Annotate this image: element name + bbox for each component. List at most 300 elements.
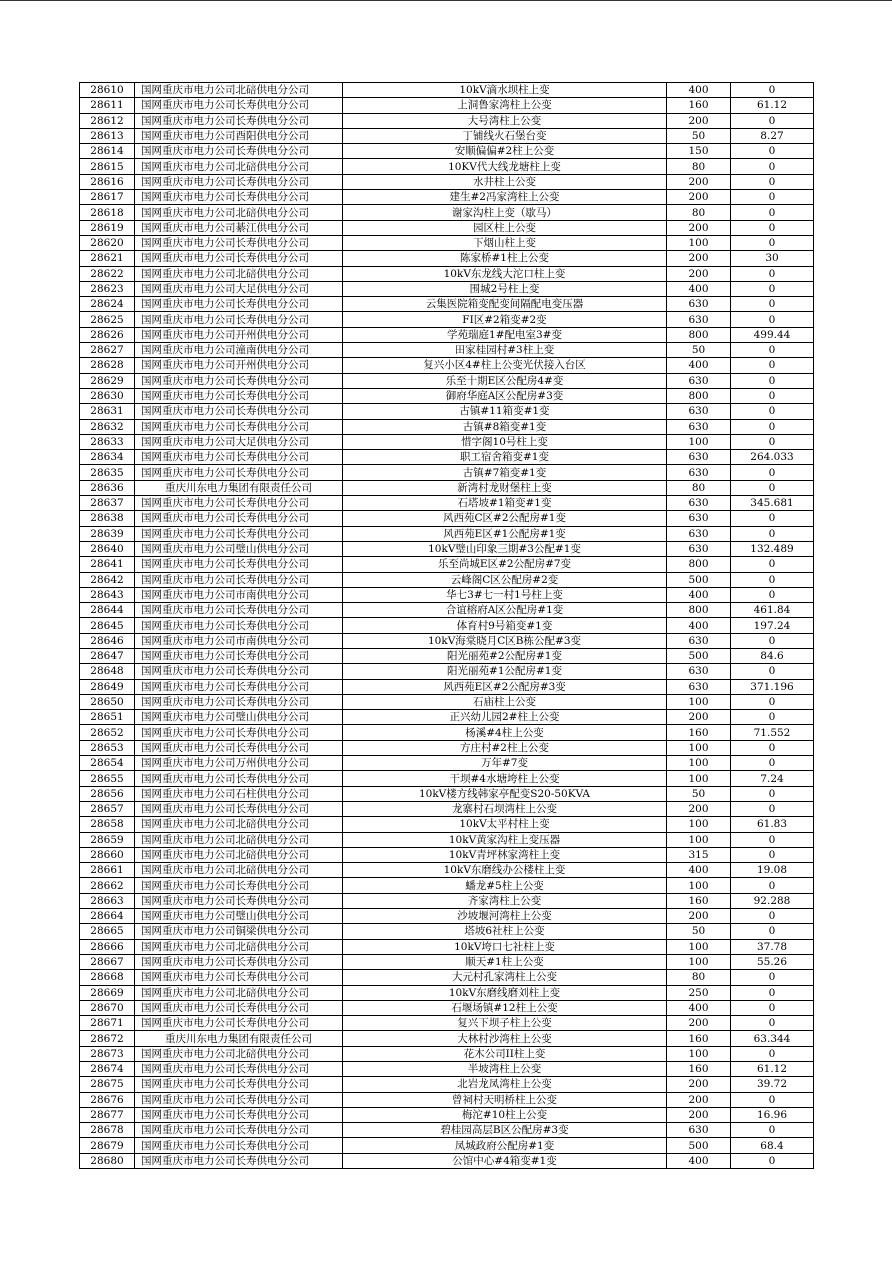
cell-row-id: 28622 bbox=[80, 266, 135, 281]
cell-capacity: 160 bbox=[667, 725, 731, 740]
cell-capacity: 200 bbox=[667, 174, 731, 189]
cell-row-id: 28641 bbox=[80, 557, 135, 572]
cell-company: 国网重庆市电力公司长寿供电分公司 bbox=[135, 740, 343, 755]
cell-available-capacity: 0 bbox=[731, 526, 814, 541]
cell-row-id: 28667 bbox=[80, 954, 135, 969]
cell-station-name: 正兴幼儿园2#柱上公变 bbox=[343, 710, 667, 725]
table-row bbox=[80, 863, 814, 878]
cell-company: 国网重庆市电力公司市南供电分公司 bbox=[135, 587, 343, 602]
cell-capacity: 630 bbox=[667, 511, 731, 526]
cell-station-name: 10kV黄家沟柱上变压器 bbox=[343, 832, 667, 847]
cell-company: 国网重庆市电力公司石柱供电分公司 bbox=[135, 786, 343, 801]
cell-station-name: 园区柱上公变 bbox=[343, 220, 667, 235]
cell-available-capacity: 0 bbox=[731, 266, 814, 281]
cell-company: 国网重庆市电力公司市南供电分公司 bbox=[135, 633, 343, 648]
cell-row-id: 28661 bbox=[80, 863, 135, 878]
table-row bbox=[80, 1000, 814, 1015]
cell-company: 国网重庆市电力公司酉阳供电分公司 bbox=[135, 128, 343, 143]
table-row bbox=[80, 128, 814, 143]
cell-capacity: 500 bbox=[667, 572, 731, 587]
table-row bbox=[80, 144, 814, 159]
cell-row-id: 28651 bbox=[80, 710, 135, 725]
cell-company: 国网重庆市电力公司北碚供电分公司 bbox=[135, 832, 343, 847]
table-row bbox=[80, 1092, 814, 1107]
cell-row-id: 28636 bbox=[80, 480, 135, 495]
cell-available-capacity: 8.27 bbox=[731, 128, 814, 143]
cell-available-capacity: 0 bbox=[731, 465, 814, 480]
cell-row-id: 28650 bbox=[80, 694, 135, 709]
cell-row-id: 28630 bbox=[80, 388, 135, 403]
table-row bbox=[80, 648, 814, 663]
cell-available-capacity: 0 bbox=[731, 664, 814, 679]
table-row bbox=[80, 526, 814, 541]
cell-row-id: 28680 bbox=[80, 1153, 135, 1168]
cell-station-name: 10kV垮口七社柱上变 bbox=[343, 939, 667, 954]
cell-company: 国网重庆市电力公司北碚供电分公司 bbox=[135, 939, 343, 954]
cell-company: 国网重庆市电力公司长寿供电分公司 bbox=[135, 801, 343, 816]
cell-company: 国网重庆市电力公司长寿供电分公司 bbox=[135, 511, 343, 526]
cell-company: 国网重庆市电力公司长寿供电分公司 bbox=[135, 98, 343, 113]
cell-available-capacity: 0 bbox=[731, 970, 814, 985]
cell-station-name: 复兴下坝子柱上公变 bbox=[343, 1016, 667, 1031]
table-row bbox=[80, 909, 814, 924]
cell-capacity: 800 bbox=[667, 603, 731, 618]
cell-capacity: 100 bbox=[667, 694, 731, 709]
cell-capacity: 500 bbox=[667, 648, 731, 663]
cell-row-id: 28614 bbox=[80, 144, 135, 159]
cell-row-id: 28646 bbox=[80, 633, 135, 648]
cell-company: 国网重庆市电力公司北碚供电分公司 bbox=[135, 1046, 343, 1061]
cell-company: 国网重庆市电力公司璧山供电分公司 bbox=[135, 710, 343, 725]
cell-row-id: 28676 bbox=[80, 1092, 135, 1107]
cell-capacity: 100 bbox=[667, 235, 731, 250]
table-row bbox=[80, 847, 814, 862]
cell-available-capacity: 0 bbox=[731, 343, 814, 358]
table-row bbox=[80, 756, 814, 771]
cell-capacity: 630 bbox=[667, 450, 731, 465]
cell-row-id: 28666 bbox=[80, 939, 135, 954]
cell-available-capacity: 0 bbox=[731, 1153, 814, 1168]
cell-available-capacity: 0 bbox=[731, 587, 814, 602]
cell-capacity: 200 bbox=[667, 801, 731, 816]
cell-available-capacity: 68.4 bbox=[731, 1138, 814, 1153]
cell-row-id: 28663 bbox=[80, 893, 135, 908]
table-row bbox=[80, 541, 814, 556]
cell-available-capacity: 345.681 bbox=[731, 496, 814, 511]
cell-capacity: 630 bbox=[667, 541, 731, 556]
table-row bbox=[80, 220, 814, 235]
cell-capacity: 630 bbox=[667, 679, 731, 694]
cell-station-name: 古镇#11箱变#1变 bbox=[343, 404, 667, 419]
cell-station-name: 万年#7变 bbox=[343, 756, 667, 771]
cell-available-capacity: 0 bbox=[731, 924, 814, 939]
cell-company: 国网重庆市电力公司长寿供电分公司 bbox=[135, 1016, 343, 1031]
cell-available-capacity: 0 bbox=[731, 832, 814, 847]
cell-company: 国网重庆市电力公司綦江供电分公司 bbox=[135, 220, 343, 235]
cell-capacity: 80 bbox=[667, 480, 731, 495]
cell-available-capacity: 0 bbox=[731, 1000, 814, 1015]
table-row bbox=[80, 190, 814, 205]
cell-company: 国网重庆市电力公司开州供电分公司 bbox=[135, 327, 343, 342]
cell-capacity: 160 bbox=[667, 1062, 731, 1077]
cell-row-id: 28626 bbox=[80, 327, 135, 342]
cell-row-id: 28657 bbox=[80, 801, 135, 816]
cell-station-name: 建生#2冯家湾柱上公变 bbox=[343, 190, 667, 205]
cell-capacity: 400 bbox=[667, 358, 731, 373]
cell-row-id: 28673 bbox=[80, 1046, 135, 1061]
cell-capacity: 200 bbox=[667, 1016, 731, 1031]
cell-capacity: 100 bbox=[667, 1046, 731, 1061]
cell-station-name: 10kV滴水坝柱上变 bbox=[343, 83, 667, 98]
cell-station-name: 10kV青坪林家湾柱上变 bbox=[343, 847, 667, 862]
cell-available-capacity: 0 bbox=[731, 847, 814, 862]
top-border-line bbox=[0, 0, 892, 1]
cell-available-capacity: 0 bbox=[731, 710, 814, 725]
cell-station-name: 北岩龙凤湾柱上公变 bbox=[343, 1077, 667, 1092]
cell-row-id: 28637 bbox=[80, 496, 135, 511]
table-row bbox=[80, 633, 814, 648]
cell-company: 国网重庆市电力公司长寿供电分公司 bbox=[135, 388, 343, 403]
cell-company: 国网重庆市电力公司北碚供电分公司 bbox=[135, 266, 343, 281]
cell-company: 国网重庆市电力公司北碚供电分公司 bbox=[135, 847, 343, 862]
cell-row-id: 28625 bbox=[80, 312, 135, 327]
cell-capacity: 400 bbox=[667, 83, 731, 98]
cell-station-name: 干坝#4水塘垮柱上公变 bbox=[343, 771, 667, 786]
cell-available-capacity: 264.033 bbox=[731, 450, 814, 465]
cell-available-capacity: 499.44 bbox=[731, 327, 814, 342]
table-row bbox=[80, 388, 814, 403]
cell-station-name: 风西苑C区#2公配房#1变 bbox=[343, 511, 667, 526]
table-row bbox=[80, 205, 814, 220]
cell-available-capacity: 0 bbox=[731, 557, 814, 572]
cell-capacity: 160 bbox=[667, 893, 731, 908]
cell-available-capacity: 0 bbox=[731, 786, 814, 801]
cell-capacity: 800 bbox=[667, 327, 731, 342]
cell-capacity: 50 bbox=[667, 128, 731, 143]
capacity-table bbox=[79, 82, 814, 1169]
cell-available-capacity: 55.26 bbox=[731, 954, 814, 969]
cell-station-name: 石塔坡#1箱变#1变 bbox=[343, 496, 667, 511]
cell-available-capacity: 7.24 bbox=[731, 771, 814, 786]
cell-company: 国网重庆市电力公司长寿供电分公司 bbox=[135, 572, 343, 587]
cell-capacity: 80 bbox=[667, 970, 731, 985]
cell-capacity: 100 bbox=[667, 740, 731, 755]
cell-capacity: 200 bbox=[667, 1107, 731, 1122]
cell-available-capacity: 0 bbox=[731, 83, 814, 98]
cell-station-name: 碧桂园高层B区公配房#3变 bbox=[343, 1123, 667, 1138]
cell-station-name: 10kV东龙线大沱口柱上变 bbox=[343, 266, 667, 281]
cell-company: 重庆川东电力集团有限责任公司 bbox=[135, 1031, 343, 1046]
cell-row-id: 28668 bbox=[80, 970, 135, 985]
cell-available-capacity: 0 bbox=[731, 756, 814, 771]
cell-available-capacity: 0 bbox=[731, 220, 814, 235]
table-row bbox=[80, 297, 814, 312]
cell-capacity: 80 bbox=[667, 205, 731, 220]
cell-capacity: 400 bbox=[667, 1153, 731, 1168]
cell-capacity: 200 bbox=[667, 909, 731, 924]
cell-station-name: 顺天#1柱上公变 bbox=[343, 954, 667, 969]
cell-available-capacity: 132.489 bbox=[731, 541, 814, 556]
cell-company: 国网重庆市电力公司长寿供电分公司 bbox=[135, 419, 343, 434]
cell-company: 重庆川东电力集团有限责任公司 bbox=[135, 480, 343, 495]
cell-row-id: 28629 bbox=[80, 373, 135, 388]
table-row bbox=[80, 281, 814, 296]
cell-available-capacity: 0 bbox=[731, 281, 814, 296]
cell-capacity: 200 bbox=[667, 190, 731, 205]
cell-station-name: 水井柱上公变 bbox=[343, 174, 667, 189]
cell-capacity: 630 bbox=[667, 404, 731, 419]
cell-capacity: 800 bbox=[667, 557, 731, 572]
cell-row-id: 28619 bbox=[80, 220, 135, 235]
table-row bbox=[80, 801, 814, 816]
cell-row-id: 28615 bbox=[80, 159, 135, 174]
cell-station-name: 风西苑E区#1公配房#1变 bbox=[343, 526, 667, 541]
cell-row-id: 28621 bbox=[80, 251, 135, 266]
cell-station-name: 龙寨村石坝湾柱上公变 bbox=[343, 801, 667, 816]
cell-capacity: 630 bbox=[667, 633, 731, 648]
cell-capacity: 630 bbox=[667, 1123, 731, 1138]
cell-row-id: 28672 bbox=[80, 1031, 135, 1046]
cell-available-capacity: 0 bbox=[731, 740, 814, 755]
cell-row-id: 28660 bbox=[80, 847, 135, 862]
cell-available-capacity: 0 bbox=[731, 113, 814, 128]
table-row bbox=[80, 98, 814, 113]
cell-available-capacity: 0 bbox=[731, 572, 814, 587]
cell-row-id: 28611 bbox=[80, 98, 135, 113]
cell-row-id: 28674 bbox=[80, 1062, 135, 1077]
cell-company: 国网重庆市电力公司长寿供电分公司 bbox=[135, 404, 343, 419]
cell-available-capacity: 0 bbox=[731, 159, 814, 174]
cell-station-name: 蟠龙#5柱上公变 bbox=[343, 878, 667, 893]
cell-company: 国网重庆市电力公司长寿供电分公司 bbox=[135, 144, 343, 159]
cell-available-capacity: 71.552 bbox=[731, 725, 814, 740]
cell-capacity: 630 bbox=[667, 297, 731, 312]
cell-capacity: 400 bbox=[667, 863, 731, 878]
table-row bbox=[80, 893, 814, 908]
table-row bbox=[80, 771, 814, 786]
cell-company: 国网重庆市电力公司长寿供电分公司 bbox=[135, 648, 343, 663]
table-row bbox=[80, 113, 814, 128]
cell-company: 国网重庆市电力公司北碚供电分公司 bbox=[135, 985, 343, 1000]
cell-capacity: 100 bbox=[667, 878, 731, 893]
cell-available-capacity: 63.344 bbox=[731, 1031, 814, 1046]
cell-company: 国网重庆市电力公司大足供电分公司 bbox=[135, 434, 343, 449]
table-row bbox=[80, 786, 814, 801]
cell-available-capacity: 0 bbox=[731, 480, 814, 495]
cell-station-name: 体育村9号箱变#1变 bbox=[343, 618, 667, 633]
cell-company: 国网重庆市电力公司长寿供电分公司 bbox=[135, 725, 343, 740]
cell-company: 国网重庆市电力公司长寿供电分公司 bbox=[135, 113, 343, 128]
cell-row-id: 28662 bbox=[80, 878, 135, 893]
cell-company: 国网重庆市电力公司长寿供电分公司 bbox=[135, 1123, 343, 1138]
cell-row-id: 28618 bbox=[80, 205, 135, 220]
cell-row-id: 28628 bbox=[80, 358, 135, 373]
cell-row-id: 28659 bbox=[80, 832, 135, 847]
cell-station-name: 方庄村#2柱上公变 bbox=[343, 740, 667, 755]
cell-row-id: 28642 bbox=[80, 572, 135, 587]
cell-available-capacity: 0 bbox=[731, 205, 814, 220]
cell-row-id: 28623 bbox=[80, 281, 135, 296]
cell-row-id: 28654 bbox=[80, 756, 135, 771]
cell-station-name: 10kV东磨线办公楼柱上变 bbox=[343, 863, 667, 878]
cell-row-id: 28644 bbox=[80, 603, 135, 618]
cell-row-id: 28677 bbox=[80, 1107, 135, 1122]
table-row bbox=[80, 1153, 814, 1168]
cell-company: 国网重庆市电力公司长寿供电分公司 bbox=[135, 1138, 343, 1153]
table-row bbox=[80, 694, 814, 709]
cell-row-id: 28679 bbox=[80, 1138, 135, 1153]
cell-available-capacity: 0 bbox=[731, 801, 814, 816]
cell-available-capacity: 0 bbox=[731, 358, 814, 373]
cell-station-name: 御府华庭A区公配房#3变 bbox=[343, 388, 667, 403]
cell-company: 国网重庆市电力公司璧山供电分公司 bbox=[135, 909, 343, 924]
cell-available-capacity: 0 bbox=[731, 312, 814, 327]
cell-station-name: 华七3#七一村1号柱上变 bbox=[343, 587, 667, 602]
cell-available-capacity: 0 bbox=[731, 1092, 814, 1107]
table-row bbox=[80, 939, 814, 954]
table-row bbox=[80, 327, 814, 342]
cell-capacity: 200 bbox=[667, 220, 731, 235]
cell-available-capacity: 37.78 bbox=[731, 939, 814, 954]
cell-station-name: 云峰阁C区公配房#2变 bbox=[343, 572, 667, 587]
cell-station-name: 大元村孔家湾柱上公变 bbox=[343, 970, 667, 985]
cell-capacity: 150 bbox=[667, 144, 731, 159]
cell-capacity: 160 bbox=[667, 1031, 731, 1046]
table-row bbox=[80, 358, 814, 373]
table-row bbox=[80, 174, 814, 189]
cell-station-name: 安顺偏偏#2柱上公变 bbox=[343, 144, 667, 159]
cell-company: 国网重庆市电力公司长寿供电分公司 bbox=[135, 496, 343, 511]
cell-row-id: 28649 bbox=[80, 679, 135, 694]
cell-row-id: 28665 bbox=[80, 924, 135, 939]
cell-available-capacity: 0 bbox=[731, 511, 814, 526]
cell-company: 国网重庆市电力公司璧山供电分公司 bbox=[135, 541, 343, 556]
cell-company: 国网重庆市电力公司长寿供电分公司 bbox=[135, 878, 343, 893]
table-row bbox=[80, 954, 814, 969]
table-row bbox=[80, 1031, 814, 1046]
cell-company: 国网重庆市电力公司长寿供电分公司 bbox=[135, 526, 343, 541]
cell-capacity: 100 bbox=[667, 832, 731, 847]
cell-available-capacity: 0 bbox=[731, 878, 814, 893]
cell-station-name: 谢家沟柱上变（歇马） bbox=[343, 205, 667, 220]
cell-capacity: 200 bbox=[667, 1092, 731, 1107]
cell-available-capacity: 0 bbox=[731, 388, 814, 403]
cell-capacity: 200 bbox=[667, 251, 731, 266]
cell-capacity: 400 bbox=[667, 1000, 731, 1015]
cell-station-name: 乐至十期E区公配房4#变 bbox=[343, 373, 667, 388]
cell-capacity: 80 bbox=[667, 159, 731, 174]
cell-company: 国网重庆市电力公司北碚供电分公司 bbox=[135, 817, 343, 832]
cell-company: 国网重庆市电力公司长寿供电分公司 bbox=[135, 679, 343, 694]
cell-company: 国网重庆市电力公司长寿供电分公司 bbox=[135, 174, 343, 189]
cell-row-id: 28620 bbox=[80, 235, 135, 250]
table-row bbox=[80, 572, 814, 587]
table-row bbox=[80, 343, 814, 358]
cell-capacity: 400 bbox=[667, 618, 731, 633]
cell-company: 国网重庆市电力公司长寿供电分公司 bbox=[135, 1062, 343, 1077]
table-row bbox=[80, 664, 814, 679]
cell-company: 国网重庆市电力公司长寿供电分公司 bbox=[135, 603, 343, 618]
cell-row-id: 28639 bbox=[80, 526, 135, 541]
cell-available-capacity: 61.12 bbox=[731, 98, 814, 113]
cell-capacity: 100 bbox=[667, 939, 731, 954]
cell-row-id: 28617 bbox=[80, 190, 135, 205]
cell-capacity: 160 bbox=[667, 98, 731, 113]
table-row bbox=[80, 159, 814, 174]
cell-company: 国网重庆市电力公司长寿供电分公司 bbox=[135, 373, 343, 388]
cell-row-id: 28678 bbox=[80, 1123, 135, 1138]
cell-row-id: 28670 bbox=[80, 1000, 135, 1015]
cell-station-name: 大林村沙湾柱上公变 bbox=[343, 1031, 667, 1046]
cell-available-capacity: 39.72 bbox=[731, 1077, 814, 1092]
cell-capacity: 800 bbox=[667, 388, 731, 403]
cell-station-name: 阳光丽苑#2公配房#1变 bbox=[343, 648, 667, 663]
cell-station-name: 石庙柱上公变 bbox=[343, 694, 667, 709]
cell-row-id: 28613 bbox=[80, 128, 135, 143]
cell-capacity: 200 bbox=[667, 266, 731, 281]
cell-row-id: 28664 bbox=[80, 909, 135, 924]
cell-company: 国网重庆市电力公司长寿供电分公司 bbox=[135, 1077, 343, 1092]
cell-row-id: 28627 bbox=[80, 343, 135, 358]
cell-station-name: 阳光丽苑#1公配房#1变 bbox=[343, 664, 667, 679]
table-row bbox=[80, 1046, 814, 1061]
cell-station-name: 复兴小区4#柱上公变光伏接入台区 bbox=[343, 358, 667, 373]
table-row bbox=[80, 740, 814, 755]
cell-row-id: 28656 bbox=[80, 786, 135, 801]
cell-available-capacity: 0 bbox=[731, 419, 814, 434]
cell-available-capacity: 0 bbox=[731, 373, 814, 388]
cell-station-name: 沙坡堰河湾柱上公变 bbox=[343, 909, 667, 924]
cell-company: 国网重庆市电力公司开州供电分公司 bbox=[135, 358, 343, 373]
cell-capacity: 50 bbox=[667, 343, 731, 358]
cell-station-name: FI区#2箱变#2变 bbox=[343, 312, 667, 327]
table-row bbox=[80, 817, 814, 832]
cell-available-capacity: 0 bbox=[731, 633, 814, 648]
table-row bbox=[80, 985, 814, 1000]
cell-company: 国网重庆市电力公司长寿供电分公司 bbox=[135, 1107, 343, 1122]
cell-station-name: 半坡湾柱上公变 bbox=[343, 1062, 667, 1077]
cell-available-capacity: 0 bbox=[731, 909, 814, 924]
cell-station-name: 风西苑E区#2公配房#3变 bbox=[343, 679, 667, 694]
cell-row-id: 28653 bbox=[80, 740, 135, 755]
cell-company: 国网重庆市电力公司北碚供电分公司 bbox=[135, 159, 343, 174]
cell-station-name: 大号湾柱上公变 bbox=[343, 113, 667, 128]
table-row bbox=[80, 1123, 814, 1138]
cell-capacity: 630 bbox=[667, 373, 731, 388]
table-row bbox=[80, 83, 814, 98]
cell-row-id: 28643 bbox=[80, 587, 135, 602]
cell-row-id: 28612 bbox=[80, 113, 135, 128]
cell-row-id: 28652 bbox=[80, 725, 135, 740]
cell-station-name: 合谊榕府A区公配房#1变 bbox=[343, 603, 667, 618]
table-row bbox=[80, 251, 814, 266]
table-row bbox=[80, 1016, 814, 1031]
cell-station-name: 下烟山柱上变 bbox=[343, 235, 667, 250]
table-row bbox=[80, 679, 814, 694]
table-row bbox=[80, 235, 814, 250]
cell-station-name: 学苑瑞庭1#配电室3#变 bbox=[343, 327, 667, 342]
cell-capacity: 100 bbox=[667, 756, 731, 771]
cell-capacity: 200 bbox=[667, 710, 731, 725]
table-row bbox=[80, 970, 814, 985]
cell-station-name: 石堰场镇#12柱上公变 bbox=[343, 1000, 667, 1015]
table-row bbox=[80, 725, 814, 740]
cell-capacity: 100 bbox=[667, 954, 731, 969]
cell-available-capacity: 197.24 bbox=[731, 618, 814, 633]
cell-available-capacity: 19.08 bbox=[731, 863, 814, 878]
table-row bbox=[80, 618, 814, 633]
table-row bbox=[80, 878, 814, 893]
